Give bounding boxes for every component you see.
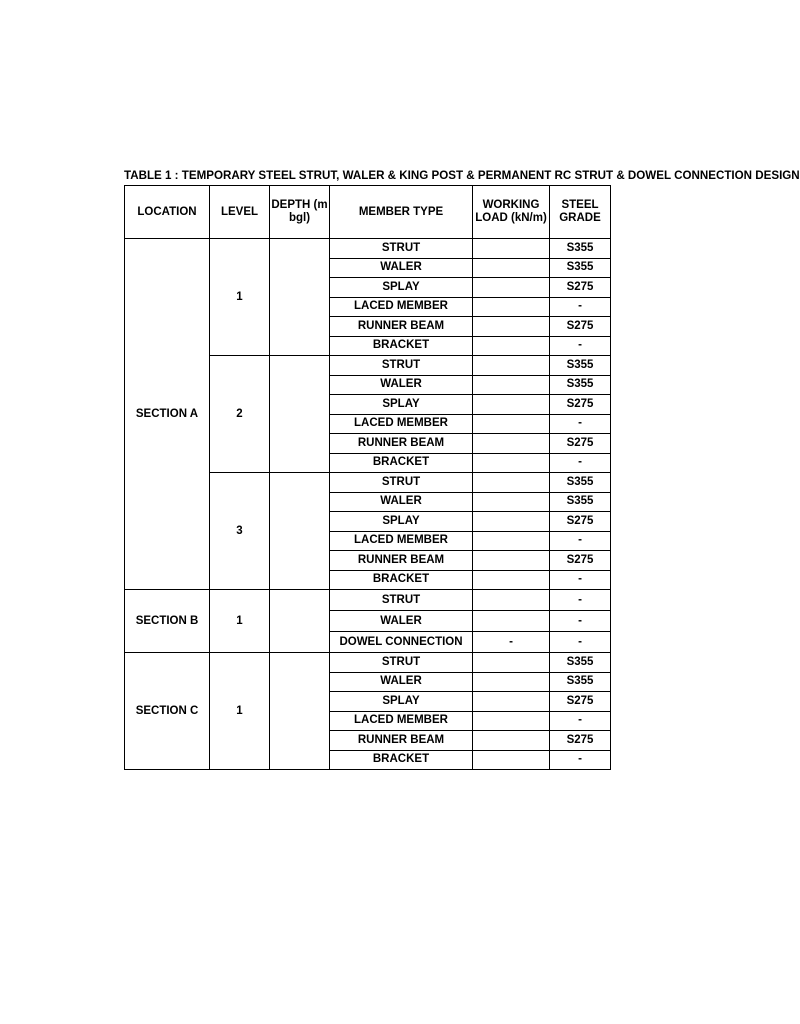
depth-cell	[270, 590, 330, 653]
member-type-cell: BRACKET	[330, 570, 473, 590]
steel-grade-cell: -	[550, 611, 611, 632]
steel-grade-cell: -	[550, 336, 611, 356]
steel-grade-cell: -	[550, 632, 611, 653]
member-type-cell: SPLAY	[330, 395, 473, 415]
member-type-cell: WALER	[330, 375, 473, 395]
member-type-cell: LACED MEMBER	[330, 414, 473, 434]
steel-grade-cell: S275	[550, 692, 611, 712]
working-load-cell	[473, 711, 550, 731]
member-type-cell: BRACKET	[330, 453, 473, 473]
steel-grade-cell: S275	[550, 551, 611, 571]
header-location: LOCATION	[125, 186, 210, 239]
steel-grade-cell: -	[550, 750, 611, 770]
member-type-cell: WALER	[330, 258, 473, 278]
working-load-cell	[473, 356, 550, 376]
working-load-cell	[473, 611, 550, 632]
member-type-cell: WALER	[330, 492, 473, 512]
member-type-cell: SPLAY	[330, 692, 473, 712]
steel-grade-cell: S355	[550, 672, 611, 692]
steel-grade-cell: S275	[550, 512, 611, 532]
level-cell: 3	[210, 473, 270, 590]
working-load-cell	[473, 672, 550, 692]
header-level: LEVEL	[210, 186, 270, 239]
working-load-cell	[473, 375, 550, 395]
working-load-cell	[473, 278, 550, 298]
steel-grade-cell: -	[550, 453, 611, 473]
level-cell: 2	[210, 356, 270, 473]
level-cell: 1	[210, 653, 270, 770]
working-load-cell	[473, 653, 550, 673]
header-depth: DEPTH (m bgl)	[270, 186, 330, 239]
member-type-cell: STRUT	[330, 590, 473, 611]
steel-grade-cell: S355	[550, 258, 611, 278]
member-type-cell: STRUT	[330, 356, 473, 376]
member-type-cell: LACED MEMBER	[330, 711, 473, 731]
steel-grade-cell: S355	[550, 375, 611, 395]
table-row	[125, 653, 611, 673]
steel-grade-cell: S355	[550, 239, 611, 259]
header-working-load: WORKING LOAD (kN/m)	[473, 186, 550, 239]
member-type-cell: LACED MEMBER	[330, 297, 473, 317]
steel-grade-cell: S355	[550, 473, 611, 493]
member-type-cell: RUNNER BEAM	[330, 731, 473, 751]
steel-grade-cell: S275	[550, 731, 611, 751]
member-type-cell: STRUT	[330, 239, 473, 259]
working-load-cell	[473, 434, 550, 454]
member-type-cell: BRACKET	[330, 336, 473, 356]
working-load-cell	[473, 551, 550, 571]
steel-grade-cell: S275	[550, 278, 611, 298]
working-load-cell	[473, 336, 550, 356]
level-cell: 1	[210, 590, 270, 653]
member-type-cell: STRUT	[330, 473, 473, 493]
working-load-cell	[473, 453, 550, 473]
strut-design-table	[124, 185, 611, 770]
depth-cell	[270, 653, 330, 770]
working-load-cell	[473, 317, 550, 337]
steel-grade-cell: S355	[550, 492, 611, 512]
working-load-cell	[473, 750, 550, 770]
header-steel-grade: STEEL GRADE	[550, 186, 611, 239]
location-cell: SECTION C	[125, 653, 210, 770]
member-type-cell: SPLAY	[330, 512, 473, 532]
member-type-cell: WALER	[330, 672, 473, 692]
working-load-cell	[473, 512, 550, 532]
table-row	[125, 239, 611, 259]
working-load-cell	[473, 395, 550, 415]
steel-grade-cell: S275	[550, 434, 611, 454]
location-cell: SECTION A	[125, 239, 210, 590]
member-type-cell: WALER	[330, 611, 473, 632]
member-type-cell: SPLAY	[330, 278, 473, 298]
working-load-cell	[473, 492, 550, 512]
level-cell: 1	[210, 239, 270, 356]
member-type-cell: RUNNER BEAM	[330, 317, 473, 337]
steel-grade-cell: -	[550, 414, 611, 434]
member-type-cell: BRACKET	[330, 750, 473, 770]
header-member-type: MEMBER TYPE	[330, 186, 473, 239]
depth-cell	[270, 356, 330, 473]
member-type-cell: LACED MEMBER	[330, 531, 473, 551]
working-load-cell	[473, 731, 550, 751]
working-load-cell	[473, 692, 550, 712]
depth-cell	[270, 473, 330, 590]
table-row	[125, 590, 611, 611]
working-load-cell	[473, 531, 550, 551]
steel-grade-cell: -	[550, 570, 611, 590]
table-header-row	[125, 186, 611, 239]
working-load-cell	[473, 239, 550, 259]
working-load-cell	[473, 570, 550, 590]
steel-grade-cell: S275	[550, 395, 611, 415]
steel-grade-cell: S355	[550, 356, 611, 376]
member-type-cell: RUNNER BEAM	[330, 551, 473, 571]
depth-cell	[270, 239, 330, 356]
member-type-cell: RUNNER BEAM	[330, 434, 473, 454]
steel-grade-cell: S275	[550, 317, 611, 337]
steel-grade-cell: S355	[550, 653, 611, 673]
member-type-cell: STRUT	[330, 653, 473, 673]
working-load-cell	[473, 258, 550, 278]
working-load-cell	[473, 590, 550, 611]
working-load-cell	[473, 414, 550, 434]
member-type-cell: DOWEL CONNECTION	[330, 632, 473, 653]
table-title: TABLE 1 : TEMPORARY STEEL STRUT, WALER & KING POST & PERMANENT RC STRUT & DOWEL CONNECTION DESIGN	[124, 169, 800, 182]
steel-grade-cell: -	[550, 711, 611, 731]
steel-grade-cell: -	[550, 297, 611, 317]
steel-grade-cell: -	[550, 531, 611, 551]
working-load-cell	[473, 297, 550, 317]
working-load-cell	[473, 473, 550, 493]
working-load-cell: -	[473, 632, 550, 653]
location-cell: SECTION B	[125, 590, 210, 653]
steel-grade-cell: -	[550, 590, 611, 611]
